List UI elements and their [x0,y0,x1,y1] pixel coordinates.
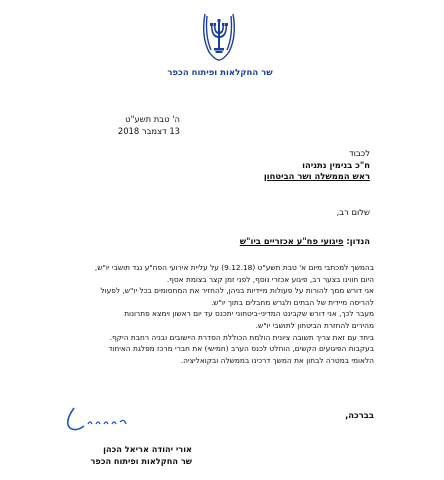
subject-line [240,236,370,246]
body-line-5: מעבר לכך, אני דורש שקבינט המדיני-ביטחוני יתכנס עד יום ראשון וימצא פתרונות [124,309,374,319]
addressee-to: לכבוד [349,148,370,158]
state-emblem-menorah-icon [197,8,241,64]
body-line-3: אני דורש ממך להורות על פעולות מיידיות בניהן, להחזיר את המחסומים בכל יו"ש, לפעול [100,286,374,296]
body-line-9: הלאומי במטרה לבחון את המשך דרכינו בממשלה ובקואליציה. [180,355,374,365]
body-line-8: בעקבות הפיגועים הקשים, הוחלט לכנס הערב (חמישי) את חברי מרכז מפלגת האיחוד [108,344,374,354]
handwritten-signature [62,404,132,432]
signatory-block [52,444,192,467]
signatory-name: אורי יהודה אריאל הכהן [103,444,192,454]
hebrew-date: ה' טבת תשע"ט [125,114,180,124]
body-line-2: היום חווינו בצער רב, פיגוע אכזרי נוסף, לפני זמן קצר בצומת אסף. [166,274,374,284]
body-line-7: ביחד עם זאת צריך תשובה ציונית הולמת הכוללת הסדרת היישובים ובניה רחבת היקף. [109,332,374,342]
ministry-letterhead: שר החקלאות ופיתוח הכפר [167,68,273,78]
letter-body [62,262,374,366]
addressee-block [110,148,370,183]
date-block [60,113,180,137]
gregorian-date: 13 דצמבר 2018 [117,126,180,136]
addressee-title: ראש הממשלה ושר הביטחון [263,171,370,181]
subject-text: פיגועי פח"ע אכזריים ביו"ש [239,236,344,246]
closing: בברכה, [345,410,374,420]
body-line-6: מהירים להחזרת הביטחון לתושבי יו"ש. [255,320,374,330]
subject-label: הנדון: [346,236,370,246]
greeting: שלום רב, [336,207,370,217]
body-line-4: להריסה מיידית של הבתים ולגרש מחבלים בתוך יו"ש. [210,297,374,307]
signatory-role: שר החקלאות ופיתוח הכפר [90,455,192,466]
addressee-name: ח"כ בנימין נתניהו [302,159,370,170]
body-line-1: בהמשך למכתבי מיום א' טבת תשע"ט (9.12.18) על עליית אירועי הפח"ע נגד תושבי יו"ש, [94,263,374,272]
